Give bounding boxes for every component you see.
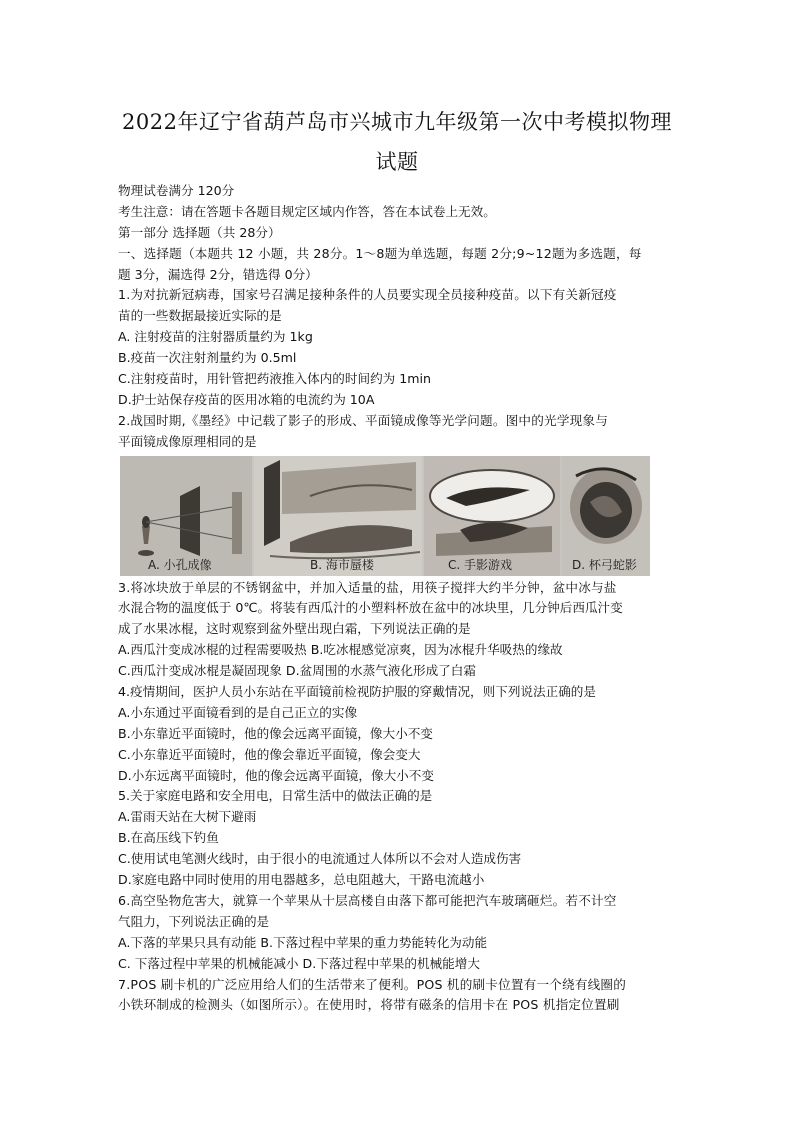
question-4-option-a: A.小东通过平面镜看到的是自己正立的实像 (118, 704, 358, 720)
question-5-option-c: C.使用试电笔测火线时，由于很小的电流通过人体所以不会对人造成伤害 (118, 851, 522, 867)
section-instructions: 一、选择题（本题共 12 小题，共 28分。1～8题为单选题，每题 2分;9~12题为多选题，每 (118, 245, 642, 261)
question-4-option-c: C.小东靠近平面镜时，他的像会靠近平面镜，像会变大 (118, 746, 421, 762)
question-7-stem: 7.POS 刷卡机的广泛应用给人们的生活带来了便利。POS 机的刷卡位置有一个绕有线圈的 (118, 976, 627, 992)
question-1-option-b: B.疫苗一次注射剂量约为 0.5ml (118, 350, 297, 366)
figure-label-b: B. 海市蜃楼 (310, 557, 374, 572)
question-2-stem: 2.战国时期,《墨经》中记载了影子的形成、平面镜成像等光学问题。图中的光学现象与 (118, 412, 608, 428)
figure-label-d: D. 杯弓蛇影 (572, 557, 637, 572)
exam-title-line-1: 2022年辽宁省葫芦岛市兴城市九年级第一次中考模拟物理 (122, 110, 672, 134)
score-note: 物理试卷满分 120分 (118, 183, 235, 198)
question-1-option-c: C.注射疫苗时，用针管把药液推入体内的时间约为 1min (118, 371, 432, 387)
question-5-stem: 5.关于家庭电路和安全用电，日常生活中的做法正确的是 (118, 788, 433, 804)
question-7-stem-cont: 小铁环制成的检测头（如图所示）。在使用时，将带有磁条的信用卡在 POS 机指定位置刷 (118, 997, 620, 1013)
question-3-options-ab: A.西瓜汁变成冰棍的过程需要吸热 B.吃冰棍感觉凉爽，因为冰棍升华吸热的缘故 (118, 642, 563, 658)
exam-title-line-2: 试题 (375, 150, 419, 174)
question-4-option-d: D.小东远离平面镜时，他的像会远离平面镜，像大小不变 (118, 767, 434, 783)
figure-label-c: C. 手影游戏 (448, 557, 513, 572)
question-4-option-b: B.小东靠近平面镜时，他的像会远离平面镜，像大小不变 (118, 725, 433, 741)
question-6-stem-cont: 气阻力，下列说法正确的是 (118, 913, 270, 929)
question-4-stem: 4.疫情期间，医护人员小东站在平面镜前检视防护服的穿戴情况，则下列说法正确的是 (118, 684, 596, 700)
question-2-figure (120, 456, 650, 576)
exam-body (118, 181, 678, 1016)
question-5-option-b: B.在高压线下钓鱼 (118, 830, 219, 846)
question-3-stem-cont-1: 水混合物的温度低于 0℃。将装有西瓜汁的小塑料杯放在盆中的冰块里，几分钟后西瓜汁变 (118, 600, 623, 616)
question-5-option-d: D.家庭电路中同时使用的用电器越多，总电阻越大，干路电流越小 (118, 872, 485, 888)
question-1-option-d: D.护士站保存疫苗的医用冰箱的电流约为 10A (118, 391, 375, 407)
question-1-stem: 1.为对抗新冠病毒，国家号召满足接种条件的人员要实现全员接种疫苗。以下有关新冠疫 (118, 287, 617, 303)
question-2-stem-cont: 平面镜成像原理相同的是 (118, 433, 257, 449)
part-heading: 第一部分 选择题（共 28分） (118, 224, 281, 240)
question-3-stem: 3.将冰块放于单层的不锈钢盆中，并加入适量的盐，用筷子搅拌大约半分钟，盆中冰与盐 (118, 579, 617, 595)
question-3-stem-cont-2: 成了水果冰棍，这时观察到盆外壁出现白霜，下列说法正确的是 (118, 621, 471, 637)
candidate-notice: 考生注意：请在答题卡各题目规定区域内作答，答在本试卷上无效。 (118, 203, 496, 219)
question-5-option-a: A.雷雨天站在大树下避雨 (118, 809, 257, 825)
question-1-stem-cont: 苗的一些数据最接近实际的是 (118, 308, 282, 324)
optics-figure-svg (120, 456, 650, 576)
question-6-options-ab: A.下落的苹果只具有动能 B.下落过程中苹果的重力势能转化为动能 (118, 934, 488, 950)
question-1-option-a: A. 注射疫苗的注射器质量约为 1kg (118, 329, 313, 345)
section-instructions-cont: 题 3分，漏选得 2分，错选得 0分） (118, 266, 318, 282)
question-6-options-cd: C. 下落过程中苹果的机械能减小 D.下落过程中苹果的机械能增大 (118, 955, 480, 971)
question-3-options-cd: C.西瓜汁变成冰棍是凝固现象 D.盆周围的水蒸气液化形成了白霜 (118, 663, 476, 679)
question-6-stem: 6.高空坠物危害大，就算一个苹果从十层高楼自由落下都可能把汽车玻璃砸烂。若不计空 (118, 892, 617, 908)
figure-label-a: A. 小孔成像 (148, 557, 212, 572)
